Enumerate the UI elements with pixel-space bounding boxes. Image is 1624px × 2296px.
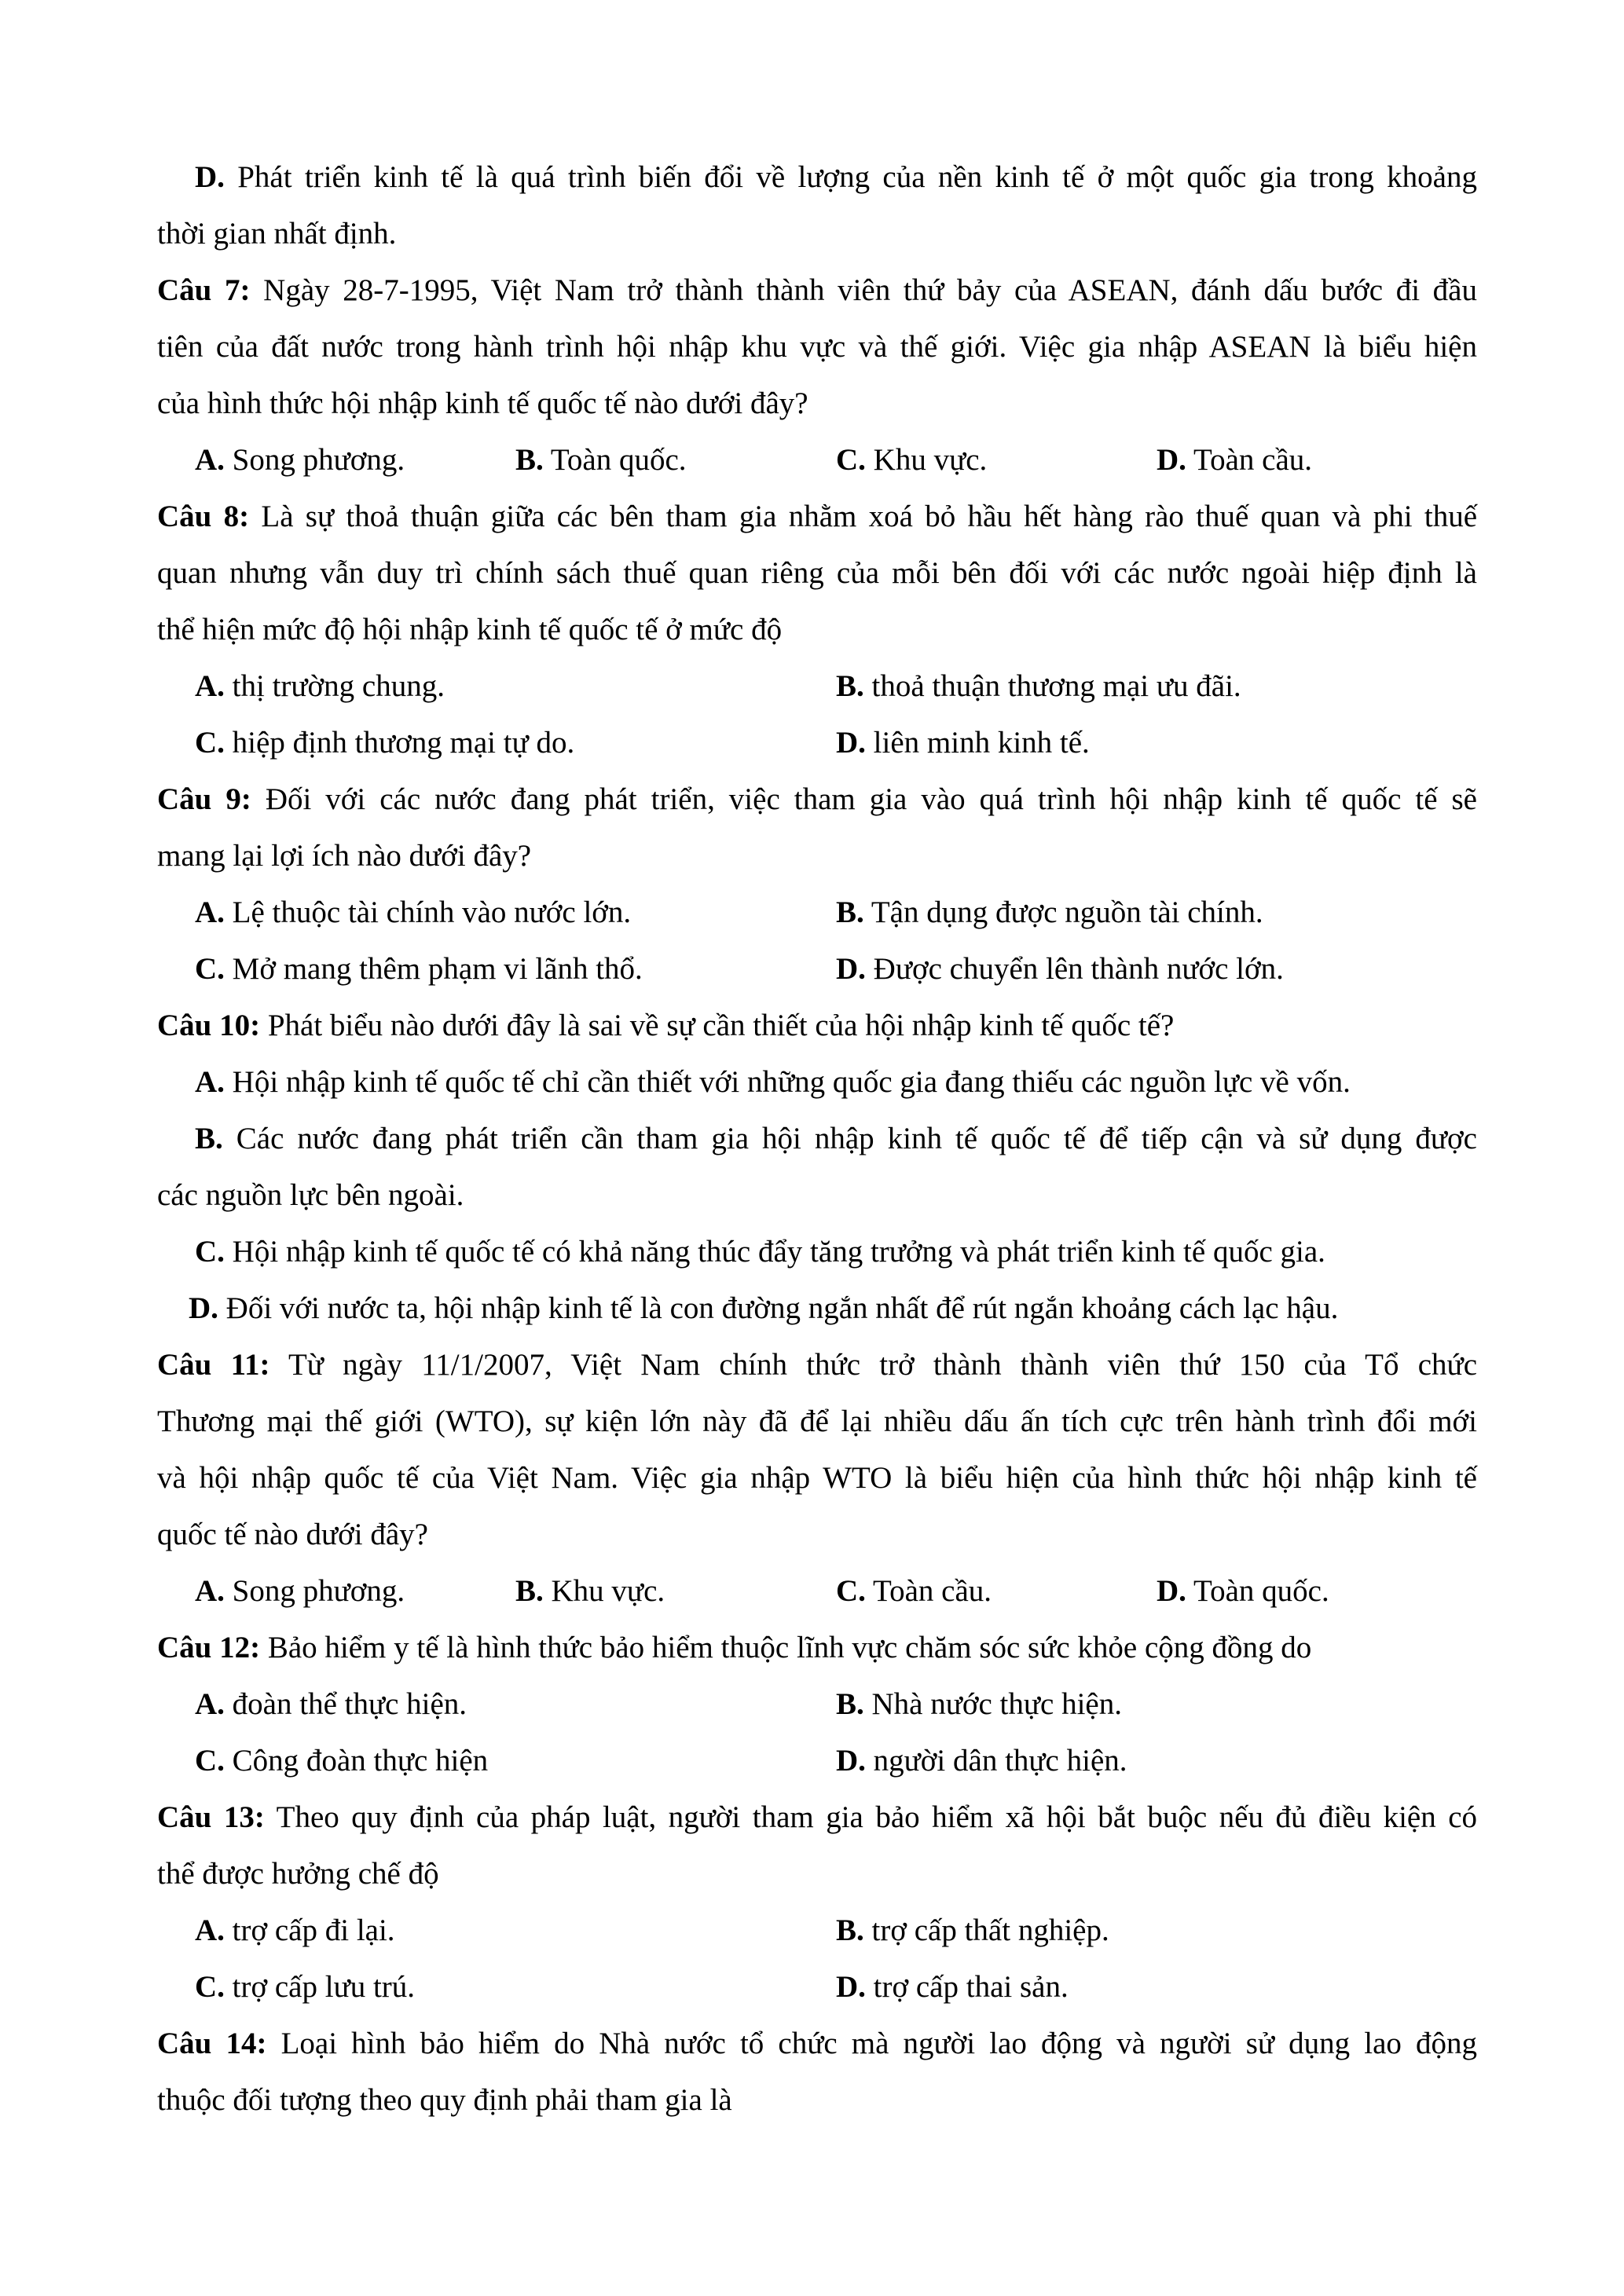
option-a: A. Hội nhập kinh tế quốc tế chỉ cần thiết với những quốc gia đang thiếu các nguồn lực về vốn. [195,1065,1351,1099]
options-q11 [157,1563,1477,1620]
question-7: Câu 7: Ngày 28-7-1995, Việt Nam trở thành thành viên thứ bảy của ASEAN, đánh dấu bước đi đầu [157,273,1477,307]
question-14: Câu 14: Loại hình bảo hiểm do Nhà nước tổ chức mà người lao động và người sử dụng lao động [157,2027,1477,2060]
option-d: D. trợ cấp thai sản. [836,1970,1069,2004]
option-b: B. Các nước đang phát triển cần tham gia hội nhập kinh tế quốc tế để tiếp cận và sử dụng được [195,1122,1477,1155]
options-q8-row2 [157,715,1477,771]
option-d: D. người dân thực hiện. [836,1744,1127,1778]
question-8: Câu 8: Là sự thoả thuận giữa các bên tham gia nhằm xoá bỏ hầu hết hàng rào thuế quan và phi thuế [157,500,1478,533]
text-line: quan nhưng vẫn duy trì chính sách thuế quan riêng của mỗi bên đối với các nước ngoài hiệp định là [157,556,1477,590]
question-12: Câu 12: Bảo hiểm y tế là hình thức bảo hiểm thuộc lĩnh vực chăm sóc sức khỏe cộng đồng do [157,1631,1312,1664]
option-a: A. thị trường chung. [195,669,445,703]
option-d: D. liên minh kinh tế. [836,726,1090,760]
question-11: Câu 11: Từ ngày 11/1/2007, Việt Nam chính thức trở thành thành viên thứ 150 của Tổ chức [157,1348,1478,1382]
text-line: thời gian nhất định. [157,217,397,251]
question-13: Câu 13: Theo quy định của pháp luật, người tham gia bảo hiểm xã hội bắt buộc nếu đủ điều kiện có [157,1800,1478,1834]
text-line: Thương mại thế giới (WTO), sự kiện lớn này đã để lại nhiều dấu ấn tích cực trên hành trình đổi mới [157,1404,1477,1438]
option-a: A. trợ cấp đi lại. [195,1913,395,1947]
option-c: C. trợ cấp lưu trú. [195,1970,416,2004]
option-c: C. Mở mang thêm phạm vi lãnh thổ. [195,952,643,986]
document-page [157,149,1477,2129]
text-line: các nguồn lực bên ngoài. [157,1178,464,1212]
options-q9-row2 [157,941,1477,998]
text-line: của hình thức hội nhập kinh tế quốc tế nào dưới đây? [157,386,808,420]
question-10: Câu 10: Phát biểu nào dưới đây là sai về sự cần thiết của hội nhập kinh tế quốc tế? [157,1009,1175,1042]
text-line: thuộc đối tượng theo quy định phải tham gia là [157,2083,732,2117]
question-9: Câu 9: Đối với các nước đang phát triển, việc tham gia vào quá trình hội nhập kinh tế quốc tế sẽ [157,782,1477,816]
option-d: D. Được chuyển lên thành nước lớn. [836,952,1284,986]
text-line: D. Phát triển kinh tế là quá trình biến đổi về lượng của nền kinh tế ở một quốc gia trong khoảng [195,160,1477,194]
option-a: A. Lệ thuộc tài chính vào nước lớn. [195,895,632,929]
option-d: D. Toàn cầu. [1157,443,1312,477]
option-b: B. thoả thuận thương mại ưu đãi. [836,669,1241,703]
option-c: C. Khu vực. [836,443,988,477]
options-q12-row2 [157,1733,1477,1789]
text-line: thể hiện mức độ hội nhập kinh tế quốc tế ở mức độ [157,613,783,646]
option-c: C. Toàn cầu. [836,1574,992,1608]
text-line: mang lại lợi ích nào dưới đây? [157,839,532,873]
option-b: B. Khu vực. [515,1574,665,1608]
options-q9-row1 [157,884,1477,941]
option-c: C. Hội nhập kinh tế quốc tế có khả năng thúc đẩy tăng trưởng và phát triển kinh tế quốc gia. [195,1235,1325,1269]
option-b: B. Tận dụng được nguồn tài chính. [836,895,1263,929]
option-d: D. Toàn quốc. [1157,1574,1329,1608]
text-line: quốc tế nào dưới đây? [157,1518,428,1551]
option-a: A. đoàn thể thực hiện. [195,1687,467,1721]
option-c: C. hiệp định thương mại tự do. [195,726,575,760]
option-b: B. Nhà nước thực hiện. [836,1687,1122,1721]
options-q8-row1 [157,658,1477,715]
text-line: thể được hưởng chế độ [157,1857,439,1891]
options-q7 [157,432,1477,489]
option-a: A. Song phương. [195,443,405,477]
text-line: và hội nhập quốc tế của Việt Nam. Việc gia nhập WTO là biểu hiện của hình thức hội nhập kinh tế [157,1461,1477,1495]
options-q13-row2 [157,1959,1477,2016]
option-c: C. Công đoàn thực hiện [195,1744,489,1778]
option-d: D. Đối với nước ta, hội nhập kinh tế là con đường ngắn nhất để rút ngắn khoảng cách lạc hậu. [189,1291,1339,1325]
text-line: tiên của đất nước trong hành trình hội nhập khu vực và thế giới. Việc gia nhập ASEAN là biểu hiện [157,330,1477,364]
option-b: B. trợ cấp thất nghiệp. [836,1913,1109,1947]
option-b: B. Toàn quốc. [515,443,687,477]
option-a: A. Song phương. [195,1574,405,1608]
options-q13-row1 [157,1902,1477,1959]
options-q12-row1 [157,1676,1477,1733]
